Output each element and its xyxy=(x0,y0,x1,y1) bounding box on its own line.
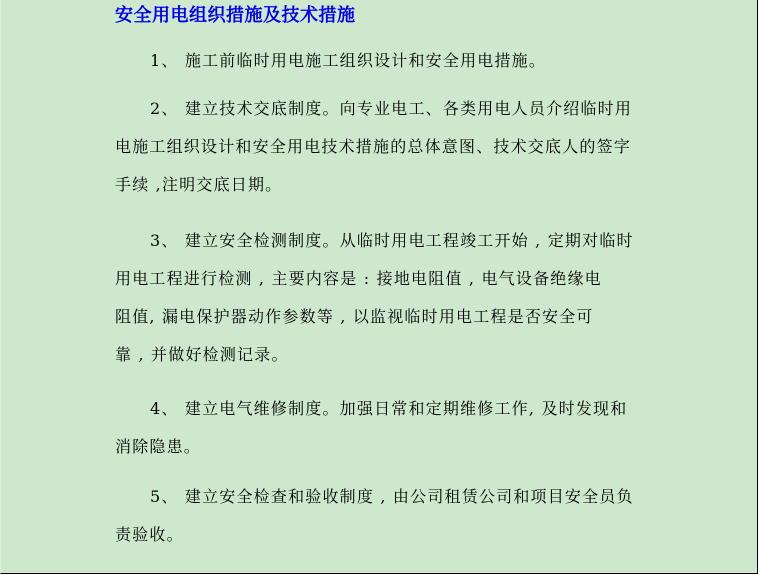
document-title: 安全用电组织措施及技术措施 xyxy=(115,5,356,26)
paragraph-4 xyxy=(115,390,675,466)
paragraph-line: 消除隐患。 xyxy=(115,437,202,456)
paragraph-line: 2、 建立技术交底制度。向专业电工、各类用电人员介绍临时用 xyxy=(150,99,633,118)
paragraph-line: 电施工组织设计和安全用电技术措施的总体意图、技术交底人的签字 xyxy=(115,137,632,156)
paragraph-3 xyxy=(115,222,675,374)
paragraph-line: 1、 施工前临时用电施工组织设计和安全用电措施。 xyxy=(150,51,547,70)
paragraph-line: 责验收。 xyxy=(115,525,184,544)
paragraph-line: 阻值, 漏电保护器动作参数等 , 以监视临时用电工程是否安全可 xyxy=(115,307,594,326)
paragraph-line: 4、 建立电气维修制度。加强日常和定期维修工作, 及时发现和 xyxy=(150,399,628,418)
paragraph-line: 3、 建立安全检测制度。从临时用电工程竣工开始 , 定期对临时 xyxy=(150,231,634,250)
paragraph-5 xyxy=(115,478,675,554)
paragraph-line: 5、 建立安全检查和验收制度 , 由公司租赁公司和项目安全员负 xyxy=(150,487,634,506)
paragraph-line: 手续 ,注明交底日期。 xyxy=(115,175,283,194)
paragraph-line: 靠 , 并做好检测记录。 xyxy=(115,345,289,364)
paragraph-line: 用电工程进行检测 , 主要内容是 : 接地电阻值 , 电气设备绝缘电 xyxy=(115,269,602,288)
paragraph-1 xyxy=(115,42,675,80)
paragraph-2 xyxy=(115,90,675,204)
